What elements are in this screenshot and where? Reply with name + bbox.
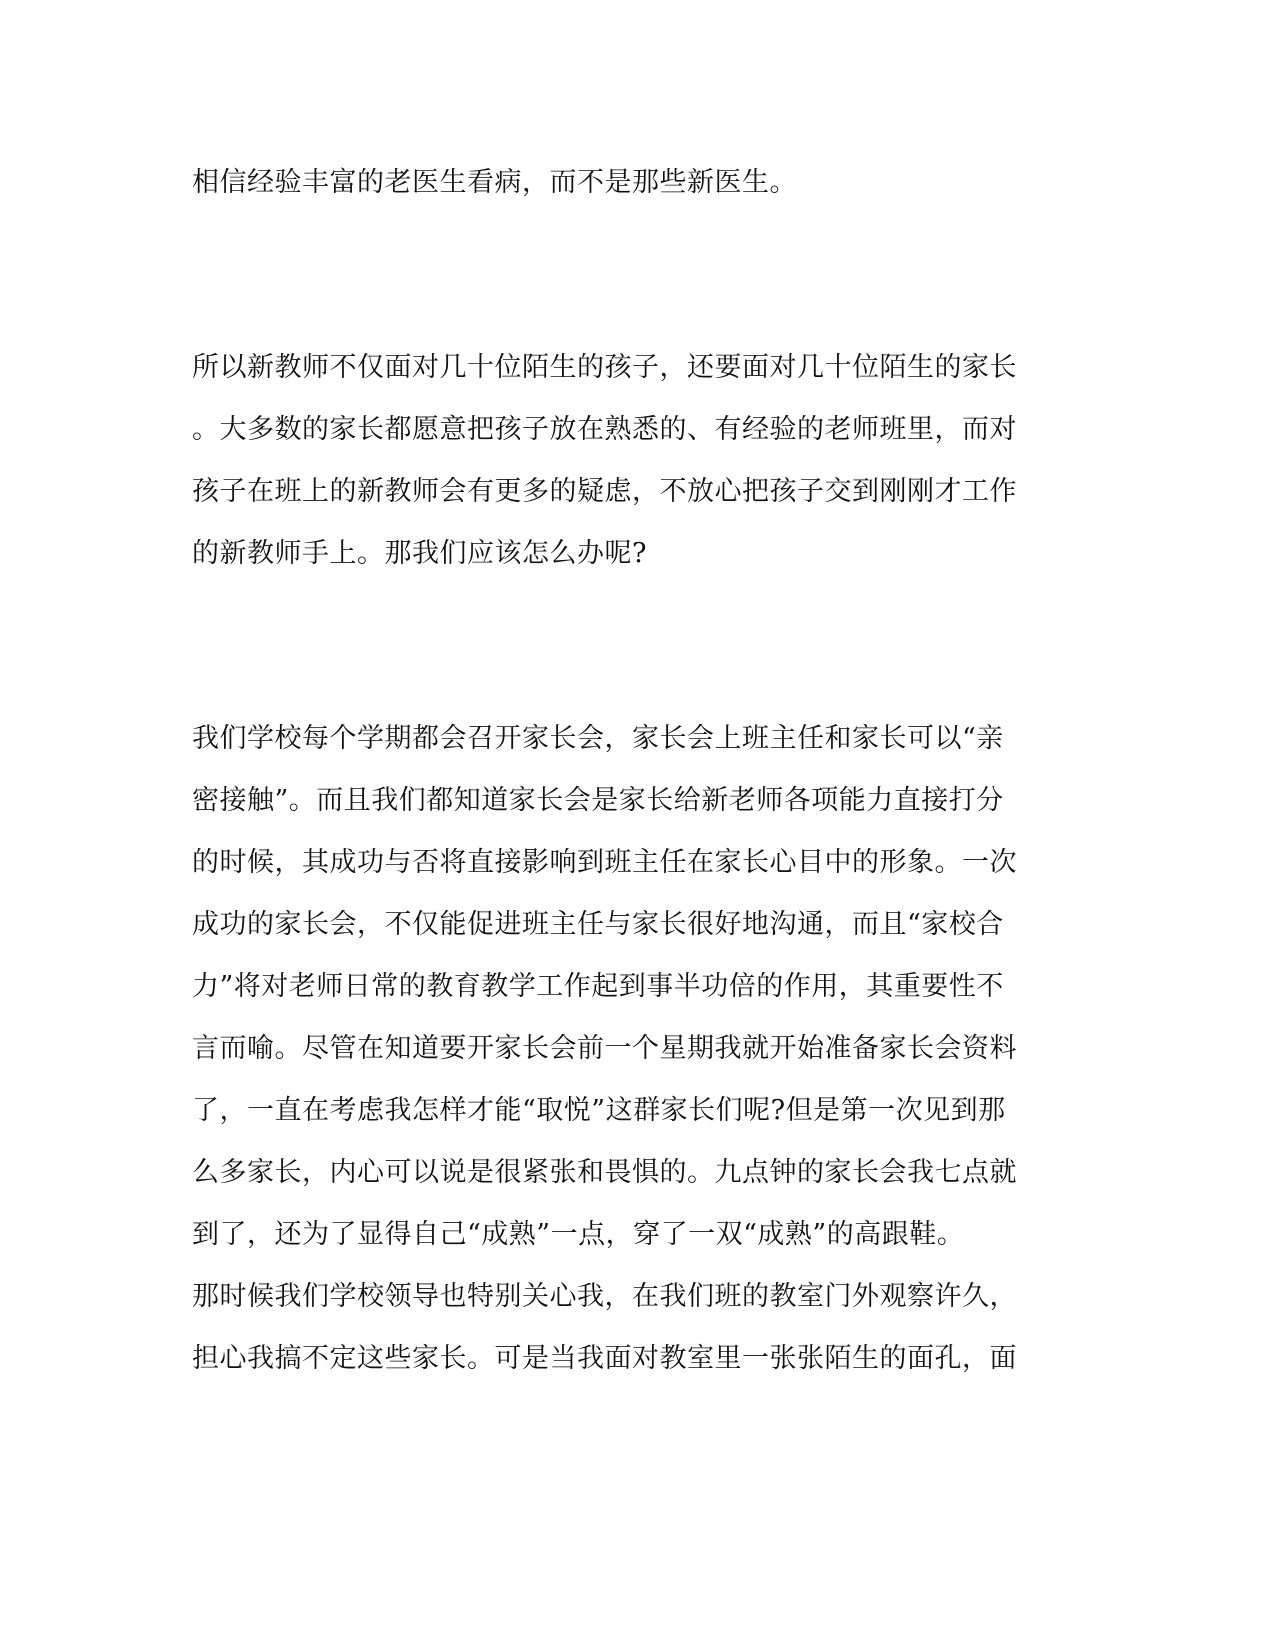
paragraph-3-line-7: 了，一直在考虑我怎样才能“取悦”这群家长们呢?但是第一次见到那 [192, 1095, 1006, 1126]
paragraph-3-line-2: 密接触”。而且我们都知道家长会是家长给新老师各项能力直接打分 [192, 785, 1004, 816]
paragraph-3-line-11: 担心我搞不定这些家长。可是当我面对教室里一张张陌生的面孔，面 [192, 1343, 1017, 1374]
paragraph-2-line-3: 孩子在班上的新教师会有更多的疑虑，不放心把孩子交到刚刚才工作 [192, 476, 1017, 507]
paragraph-2-line-1: 所以新教师不仅面对几十位陌生的孩子，还要面对几十位陌生的家长 [192, 352, 1017, 383]
paragraph-3-line-10: 那时候我们学校领导也特别关心我，在我们班的教室门外观察许久， [192, 1281, 1017, 1312]
paragraph-3-line-1: 我们学校每个学期都会召开家长会，家长会上班主任和家长可以“亲 [192, 723, 1004, 754]
paragraph-3-line-9: 到了，还为了显得自己“成熟”一点，穿了一双“成熟”的高跟鞋。 [192, 1219, 965, 1250]
paragraph-2-line-2: 。大多数的家长都愿意把孩子放在熟悉的、有经验的老师班里，而对 [192, 414, 1017, 445]
paragraph-3-line-5: 力”将对老师日常的教育教学工作起到事半功倍的作用，其重要性不 [192, 971, 1004, 1002]
paragraph-3-line-3: 的时候，其成功与否将直接影响到班主任在家长心目中的形象。一次 [192, 847, 1017, 878]
paragraph-3-line-8: 么多家长，内心可以说是很紧张和畏惧的。九点钟的家长会我七点就 [192, 1157, 1017, 1188]
paragraph-3-line-6: 言而喻。尽管在知道要开家长会前一个星期我就开始准备家长会资料 [192, 1033, 1017, 1064]
paragraph-3-line-4: 成功的家长会，不仅能促进班主任与家长很好地沟通，而且“家校合 [192, 909, 1004, 940]
paragraph-2-line-4: 的新教师手上。那我们应该怎么办呢? [192, 538, 647, 569]
paragraph-1-line-1: 相信经验丰富的老医生看病，而不是那些新医生。 [192, 167, 797, 198]
